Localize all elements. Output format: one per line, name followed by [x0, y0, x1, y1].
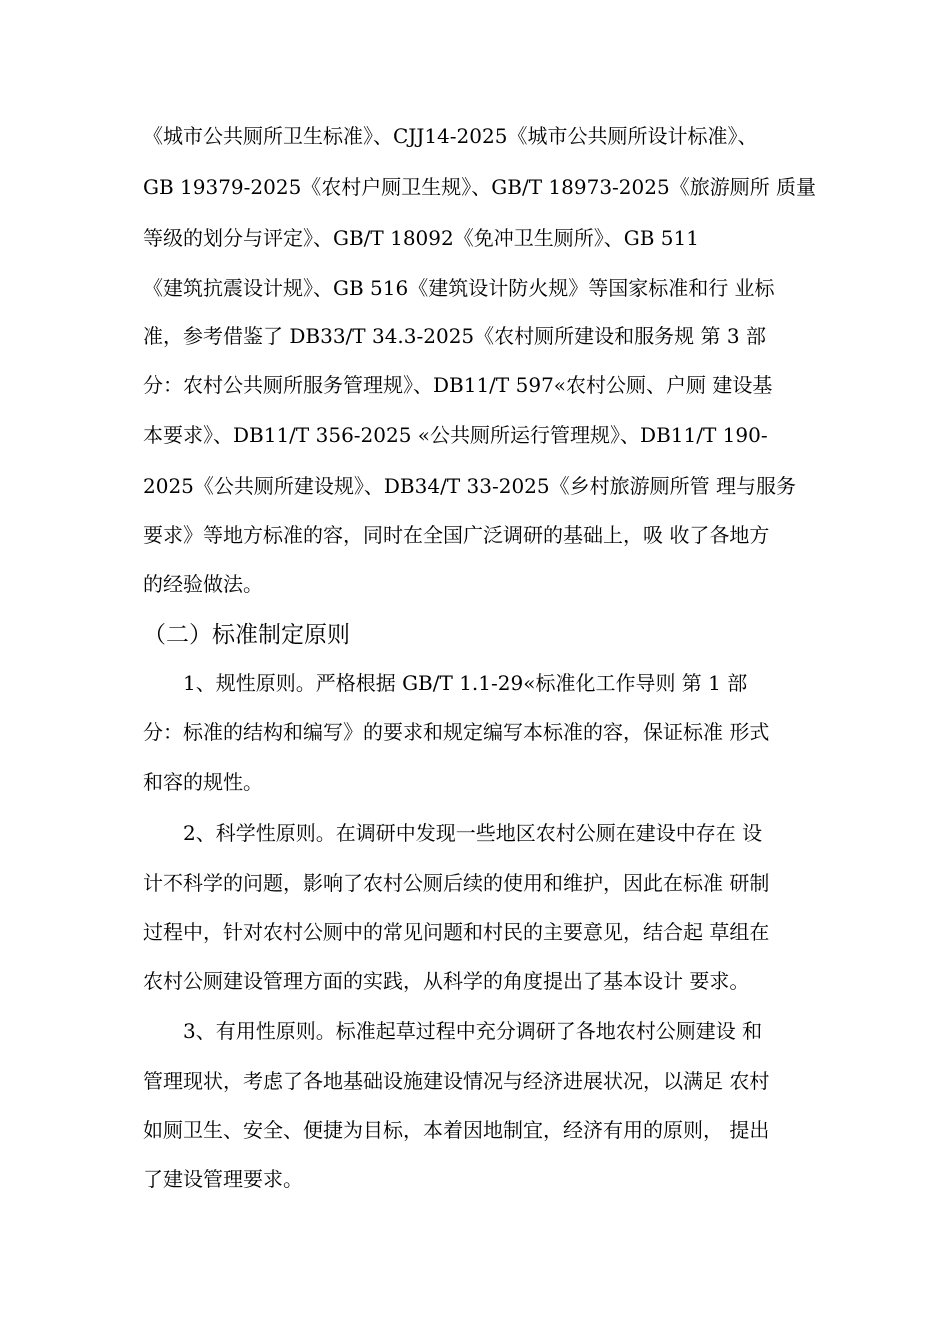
- text-line: 等级的划分与评定》、GB/T 18092《免冲卫生厕所》、GB 511: [143, 226, 699, 250]
- text-line: 2、科学性原则。在调研中发现一些地区农村公厕在建设中存在 设: [183, 821, 763, 845]
- text-line: 1、规性原则。严格根据 GB/T 1.1-29«标准化工作导则 第 1 部: [183, 671, 748, 695]
- text-line: 《城市公共厕所卫生标准》、CJJ14-2025《城市公共厕所设计标准》、: [143, 124, 758, 148]
- text-line: 了建设管理要求。: [143, 1167, 303, 1191]
- text-line: 3、有用性原则。标准起草过程中充分调研了各地农村公厕建设 和: [183, 1019, 763, 1043]
- text-line: 农村公厕建设管理方面的实践，从科学的角度提出了基本设计 要求。: [143, 969, 750, 993]
- text-line: 过程中，针对农村公厕中的常见问题和村民的主要意见，结合起 草组在: [143, 920, 770, 944]
- text-line: 《建筑抗震设计规》、GB 516《建筑设计防火规》等国家标准和行 业标: [143, 276, 775, 300]
- text-line: GB 19379-2025《农村户厕卫生规》、GB/T 18973-2025《旅游厕所 质量: [143, 175, 817, 199]
- text-line: 分：农村公共厕所服务管理规》、DB11/T 597«农村公厕、户厕 建设基: [143, 373, 773, 397]
- section-heading: （二）标准制定原则: [143, 622, 350, 648]
- text-line: 本要求》、DB11/T 356-2025 «公共厕所运行管理规》、DB11/T 190-: [143, 423, 768, 447]
- text-line: 分：标准的结构和编写》的要求和规定编写本标准的容，保证标准 形式: [143, 720, 770, 744]
- text-line: 要求》等地方标准的容，同时在全国广泛调研的基础上，吸 收了各地方: [143, 523, 770, 547]
- text-line: 如厕卫生、安全、便捷为目标，本着因地制宜，经济有用的原则， 提出: [143, 1118, 770, 1142]
- text-line: 2025《公共厕所建设规》、DB34/T 33-2025《乡村旅游厕所管 理与服务: [143, 474, 796, 498]
- text-line: 的经验做法。: [143, 572, 263, 596]
- text-line: 和容的规性。: [143, 770, 263, 794]
- text-line: 计不科学的问题，影响了农村公厕后续的使用和维护，因此在标准 研制: [143, 871, 770, 895]
- text-line: 管理现状，考虑了各地基础设施建设情况与经济进展状况，以满足 农村: [143, 1069, 770, 1093]
- text-line: 准，参考借鉴了 DB33/T 34.3-2025《农村厕所建设和服务规 第 3 部: [143, 324, 766, 348]
